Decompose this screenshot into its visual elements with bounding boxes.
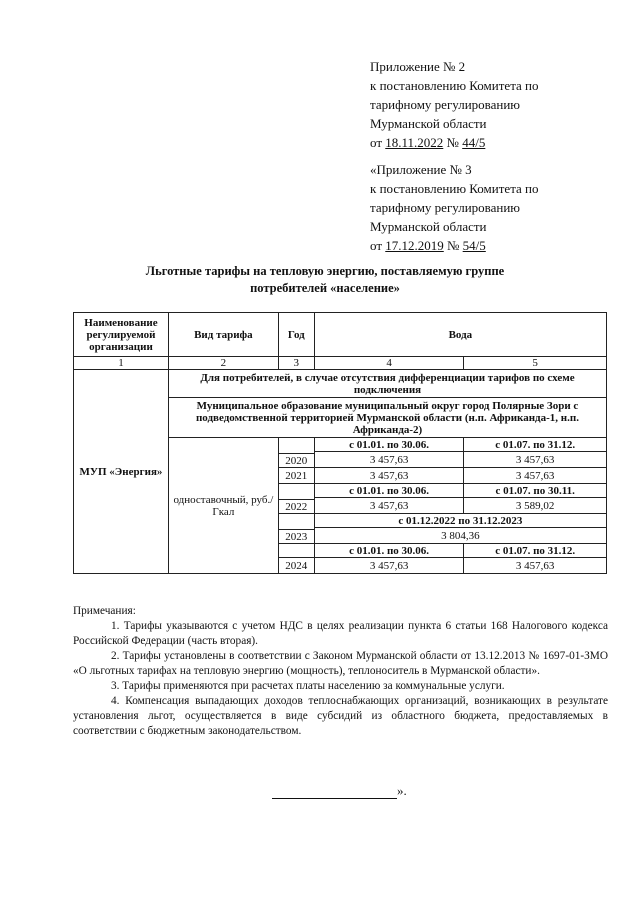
col-header-type: Вид тарифа [168,313,278,357]
col-number: 2 [168,357,278,370]
value-cell: 3 457,63 [314,452,464,468]
notes-heading: Примечания: [73,605,136,617]
col-number: 5 [464,357,607,370]
header-line: Мурманской области [370,116,487,131]
period-header: с 01.07. по 31.12. [464,544,607,558]
value-cell: 3 804,36 [314,528,606,544]
year-cell: 2022 [278,500,314,514]
header-date-line [370,133,630,152]
value-cell: 3 457,63 [464,558,607,574]
date-prefix: от [370,238,386,253]
table-number-row [74,357,607,370]
col-number: 4 [314,357,464,370]
period-header: с 01.01. по 30.06. [314,544,464,558]
number-prefix: № [443,135,463,150]
table-row [74,370,607,398]
tariff-type-cell: одноставочный, руб./Гкал [168,438,278,574]
decree-date: 17.12.2019 [385,238,444,253]
closing-quote: ». [397,783,407,798]
note-item: 1. Тарифы указываются с учетом НДС в целях реализации пункта 6 статьи 168 Налогового кодекса Российской Федерации (часть вторая). [73,620,608,647]
decree-number: 54/5 [462,238,486,253]
header-line: Мурманской области [370,219,487,234]
closing-line [272,783,407,799]
org-name-cell: МУП «Энергия» [74,370,169,574]
value-cell: 3 457,63 [314,558,464,574]
value-cell: 3 589,02 [464,498,607,514]
year-cell-empty [278,544,314,558]
note-item: 4. Компенсация выпадающих доходов теплоснабжающих организаций, возникающих в результате установления льгот, осуществляется в виде субсидий из областного бюджета, предоставляемых в соответствии с бюджетным законодательством. [73,695,608,737]
year-cell: 2020 [278,454,314,468]
header-line: тарифному регулированию [370,97,521,112]
header-line: «Приложение № 3 [370,162,472,177]
value-cell: 3 457,63 [314,468,464,484]
col-header-year: Год [278,313,314,357]
decree-date: 18.11.2022 [385,135,444,150]
year-cell-empty [278,484,314,500]
col-number: 1 [74,357,169,370]
decree-number: 44/5 [462,135,486,150]
header-line: тарифному регулированию [370,200,521,215]
document-title [90,263,560,297]
title-line: потребителей «население» [250,281,400,295]
tariff-table [73,312,607,574]
year-cell-empty [278,514,314,530]
year-cell-empty [278,438,314,454]
period-header: с 01.12.2022 по 31.12.2023 [314,514,606,528]
year-cell: 2023 [278,530,314,544]
period-header: с 01.01. по 30.06. [314,484,464,498]
col-header-water: Вода [314,313,606,357]
municipality-heading: Муниципальное образование муниципальный округ город Полярные Зори с подведомственной территорией Мурманской области (н.п. Африканда-1, н.п. Африканда-2) [168,398,606,438]
year-cell: 2024 [278,558,314,574]
signature-line [272,786,397,799]
note-item: 2. Тарифы установлены в соответствии с Законом Мурманской области от 13.12.2013 № 1697-01-ЗМО «О льготных тарифах на тепловую энергию (мощность), теплоноситель в Мурманской области». [73,650,608,677]
value-cell: 3 457,63 [464,468,607,484]
notes-section [73,604,608,739]
value-cell: 3 457,63 [464,452,607,468]
title-line: Льготные тарифы на тепловую энергию, поставляемую группе [145,264,505,278]
number-prefix: № [443,238,463,253]
year-cell: 2021 [278,468,314,484]
period-header: с 01.07. по 31.12. [464,438,607,452]
section-heading: Для потребителей, в случае отсутствия дифференциации тарифов по схеме подключения [168,370,606,398]
header-date-line [370,236,630,255]
col-number: 3 [278,357,314,370]
note-item: 3. Тарифы применяются при расчетах платы населению за коммунальные услуги. [111,680,505,692]
appendix-header-2 [370,57,630,152]
header-line: Приложение № 2 [370,59,466,74]
col-header-org: Наименование регулируемой организации [74,313,169,357]
appendix-header-3 [370,160,630,255]
header-line: к постановлению Комитета по [370,181,539,196]
value-cell: 3 457,63 [314,498,464,514]
period-header: с 01.07. по 30.11. [464,484,607,498]
table-header-row [74,313,607,357]
period-header: с 01.01. по 30.06. [314,438,464,452]
date-prefix: от [370,135,386,150]
header-line: к постановлению Комитета по [370,78,539,93]
